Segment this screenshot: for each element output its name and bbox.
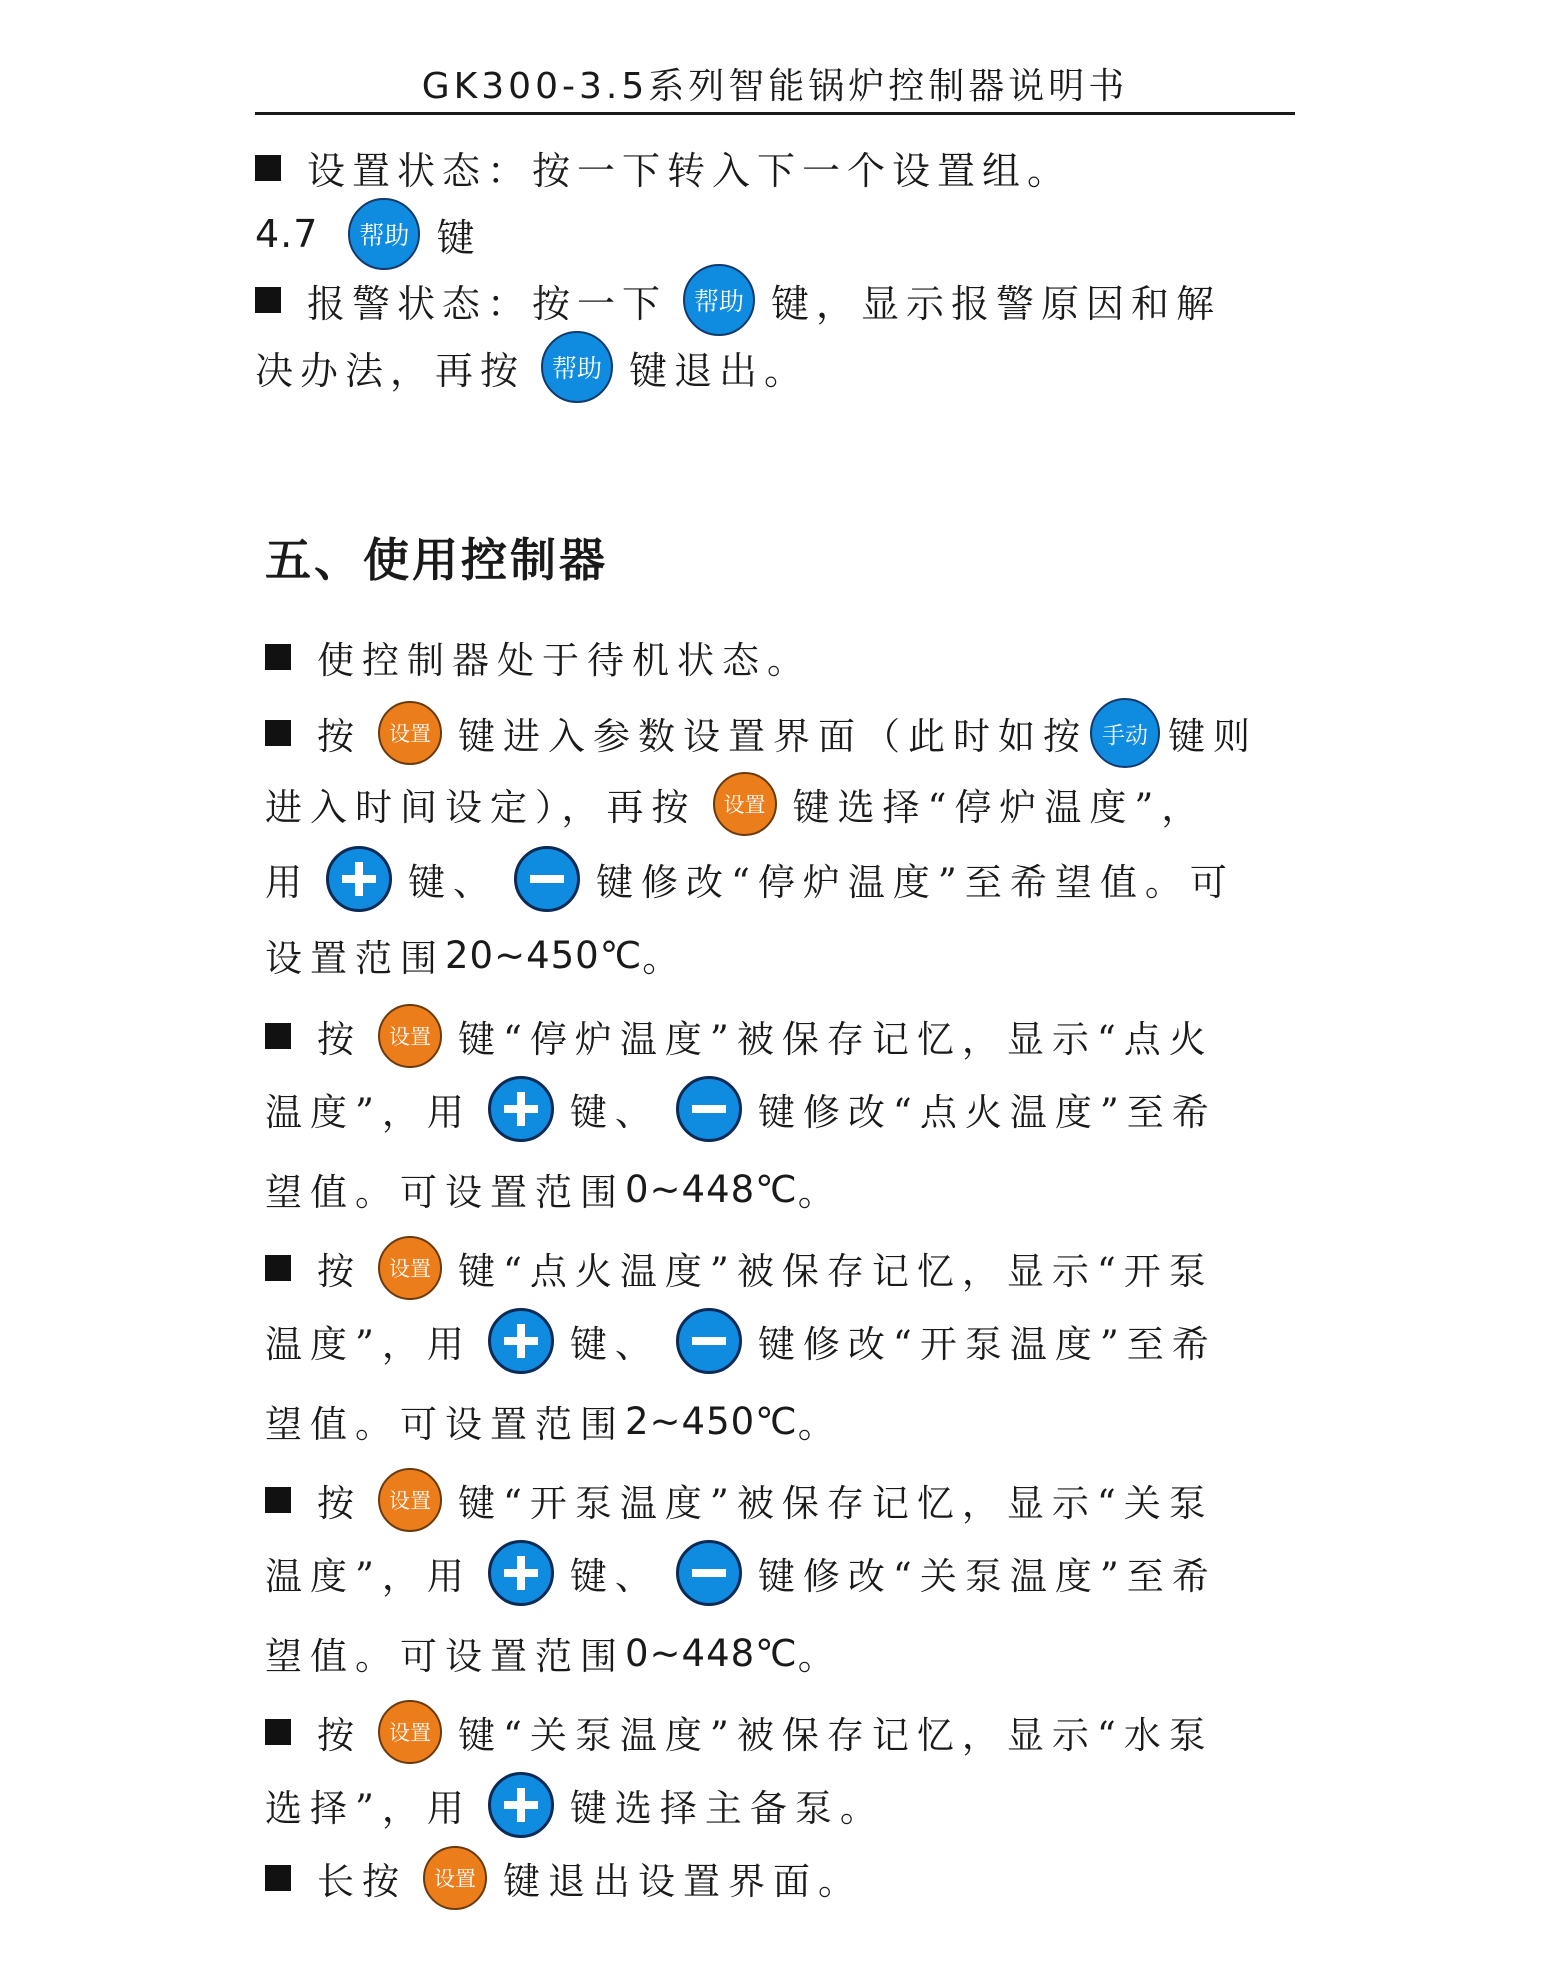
plus-key-button bbox=[488, 1308, 554, 1374]
setting-state-line bbox=[255, 140, 1072, 195]
help-key-button: 帮助 bbox=[541, 331, 613, 403]
p1-text-c: 键则 bbox=[1168, 715, 1258, 758]
p4-text-c: 温度”，用 bbox=[265, 1555, 472, 1598]
set-key-button: 设置 bbox=[378, 701, 442, 765]
p6-text-b: 键退出设置界面。 bbox=[503, 1860, 863, 1903]
plus-icon bbox=[501, 1553, 541, 1593]
alarm-text-c: 决办法，再按 bbox=[255, 348, 526, 393]
p4-text-a: 按 bbox=[317, 1482, 362, 1525]
plus-key-button bbox=[326, 846, 392, 912]
minus-key-button bbox=[676, 1308, 742, 1374]
manual-key-button: 手动 bbox=[1090, 698, 1160, 768]
set-key-button: 设置 bbox=[378, 1468, 442, 1532]
p5-line-1 bbox=[265, 1700, 1214, 1764]
header-divider bbox=[255, 112, 1295, 115]
bullet-square bbox=[265, 644, 291, 670]
p1-range-end: 。 bbox=[642, 937, 688, 980]
p4-line-1 bbox=[265, 1468, 1214, 1532]
p1-text-a: 按 bbox=[317, 715, 362, 758]
set-key-button: 设置 bbox=[378, 1700, 442, 1764]
p5-text-c: 选择”，用 bbox=[265, 1787, 472, 1830]
p2-range-label: 望值。可设置范围 bbox=[265, 1171, 625, 1214]
p3-line-2 bbox=[265, 1308, 1217, 1374]
p4-line-3 bbox=[265, 1626, 843, 1680]
plus-key-button bbox=[488, 1540, 554, 1606]
p3-text-a: 按 bbox=[317, 1250, 362, 1293]
set-key-button: 设置 bbox=[713, 772, 777, 836]
set-key-button: 设置 bbox=[378, 1236, 442, 1300]
minus-icon bbox=[689, 1089, 729, 1129]
alarm-text-d: 键退出。 bbox=[629, 348, 810, 393]
p1-range-label: 设置范围 bbox=[265, 937, 445, 980]
p1-line-1 bbox=[265, 698, 1258, 768]
p6-line-1 bbox=[265, 1846, 863, 1910]
bullet-square bbox=[265, 1487, 291, 1513]
p3-text-c: 温度”，用 bbox=[265, 1323, 472, 1366]
p4-line-2 bbox=[265, 1540, 1217, 1606]
document-header-title: GK300-3.5系列智能锅炉控制器说明书 bbox=[421, 66, 1129, 107]
minus-key-button bbox=[676, 1540, 742, 1606]
plus-icon bbox=[501, 1321, 541, 1361]
plus-icon bbox=[339, 859, 379, 899]
standby-text: 使控制器处于待机状态。 bbox=[317, 639, 812, 682]
set-key-button: 设置 bbox=[378, 1004, 442, 1068]
p3-range-end: 。 bbox=[797, 1403, 843, 1446]
plus-key-button bbox=[488, 1772, 554, 1838]
p3-range-label: 望值。可设置范围 bbox=[265, 1403, 625, 1446]
section-title: 五、使用控制器 bbox=[265, 533, 608, 587]
p1-text-d: 进入时间设定），再按 bbox=[265, 786, 697, 829]
p2-text-b: 键“停炉温度”被保存记忆，显示“点火 bbox=[458, 1018, 1214, 1061]
help-heading-number: 4.7 bbox=[255, 212, 319, 256]
p1-text-e: 键选择“停炉温度”， bbox=[792, 786, 1207, 829]
p4-text-e: 键修改“关泵温度”至希 bbox=[757, 1555, 1217, 1598]
p1-text-g: 键、 bbox=[408, 861, 498, 904]
minus-icon bbox=[689, 1321, 729, 1361]
p5-text-d: 键选择主备泵。 bbox=[569, 1787, 885, 1830]
p1-line-2 bbox=[265, 772, 1206, 836]
p6-text-a: 长按 bbox=[317, 1860, 407, 1903]
p1-text-b: 键进入参数设置界面（此时如按 bbox=[458, 715, 1088, 758]
p3-text-e: 键修改“开泵温度”至希 bbox=[757, 1323, 1217, 1366]
setting-state-text: 设置状态：按一下转入下一个设置组。 bbox=[307, 149, 1073, 193]
bullet-square bbox=[265, 1865, 291, 1891]
plus-icon bbox=[501, 1089, 541, 1129]
alarm-line-1 bbox=[255, 264, 1221, 336]
p2-range-value: 0~448℃ bbox=[625, 1167, 798, 1211]
bullet-square bbox=[265, 1255, 291, 1281]
bullet-square bbox=[265, 720, 291, 746]
p3-text-d: 键、 bbox=[569, 1323, 660, 1366]
p5-text-a: 按 bbox=[317, 1714, 362, 1757]
p3-line-1 bbox=[265, 1236, 1214, 1300]
bullet-square bbox=[255, 155, 281, 181]
p5-text-b: 键“关泵温度”被保存记忆，显示“水泵 bbox=[458, 1714, 1214, 1757]
help-key-button: 帮助 bbox=[348, 198, 420, 270]
minus-icon bbox=[689, 1553, 729, 1593]
alarm-text-b: 键，显示报警原因和解 bbox=[771, 281, 1222, 326]
bullet-square bbox=[255, 287, 281, 313]
p4-text-b: 键“开泵温度”被保存记忆，显示“关泵 bbox=[458, 1482, 1214, 1525]
p2-line-3 bbox=[265, 1162, 843, 1216]
p1-text-f: 用 bbox=[265, 861, 310, 904]
bullet-square bbox=[265, 1023, 291, 1049]
p2-text-c: 温度”，用 bbox=[265, 1091, 472, 1134]
p2-range-end: 。 bbox=[797, 1171, 843, 1214]
p1-line-3 bbox=[265, 846, 1235, 912]
alarm-text-a: 报警状态：按一下 bbox=[307, 281, 668, 326]
minus-key-button bbox=[676, 1076, 742, 1142]
p3-range-value: 2~450℃ bbox=[625, 1399, 798, 1443]
p4-range-value: 0~448℃ bbox=[625, 1631, 798, 1675]
help-heading-suffix: 键 bbox=[436, 215, 482, 260]
p2-text-d: 键、 bbox=[569, 1091, 660, 1134]
p4-text-d: 键、 bbox=[569, 1555, 660, 1598]
bullet-square bbox=[265, 1719, 291, 1745]
p2-text-e: 键修改“点火温度”至希 bbox=[757, 1091, 1217, 1134]
plus-icon bbox=[501, 1785, 541, 1825]
p4-range-label: 望值。可设置范围 bbox=[265, 1635, 625, 1678]
p4-range-end: 。 bbox=[797, 1635, 843, 1678]
set-key-button: 设置 bbox=[423, 1846, 487, 1910]
standby-line bbox=[265, 630, 812, 684]
p2-text-a: 按 bbox=[317, 1018, 362, 1061]
plus-key-button bbox=[488, 1076, 554, 1142]
alarm-line-2 bbox=[255, 331, 809, 403]
p5-line-2 bbox=[265, 1772, 885, 1838]
help-key-button: 帮助 bbox=[683, 264, 755, 336]
minus-key-button bbox=[514, 846, 580, 912]
minus-icon bbox=[527, 859, 567, 899]
p3-line-3 bbox=[265, 1394, 843, 1448]
p1-text-h: 键修改“停炉温度”至希望值。可 bbox=[596, 861, 1235, 904]
p2-line-2 bbox=[265, 1076, 1217, 1142]
p1-line-4 bbox=[265, 928, 687, 982]
p1-range-value: 20~450℃ bbox=[445, 933, 643, 977]
help-key-heading bbox=[255, 198, 481, 270]
p2-line-1 bbox=[265, 1004, 1214, 1068]
p3-text-b: 键“点火温度”被保存记忆，显示“开泵 bbox=[458, 1250, 1214, 1293]
